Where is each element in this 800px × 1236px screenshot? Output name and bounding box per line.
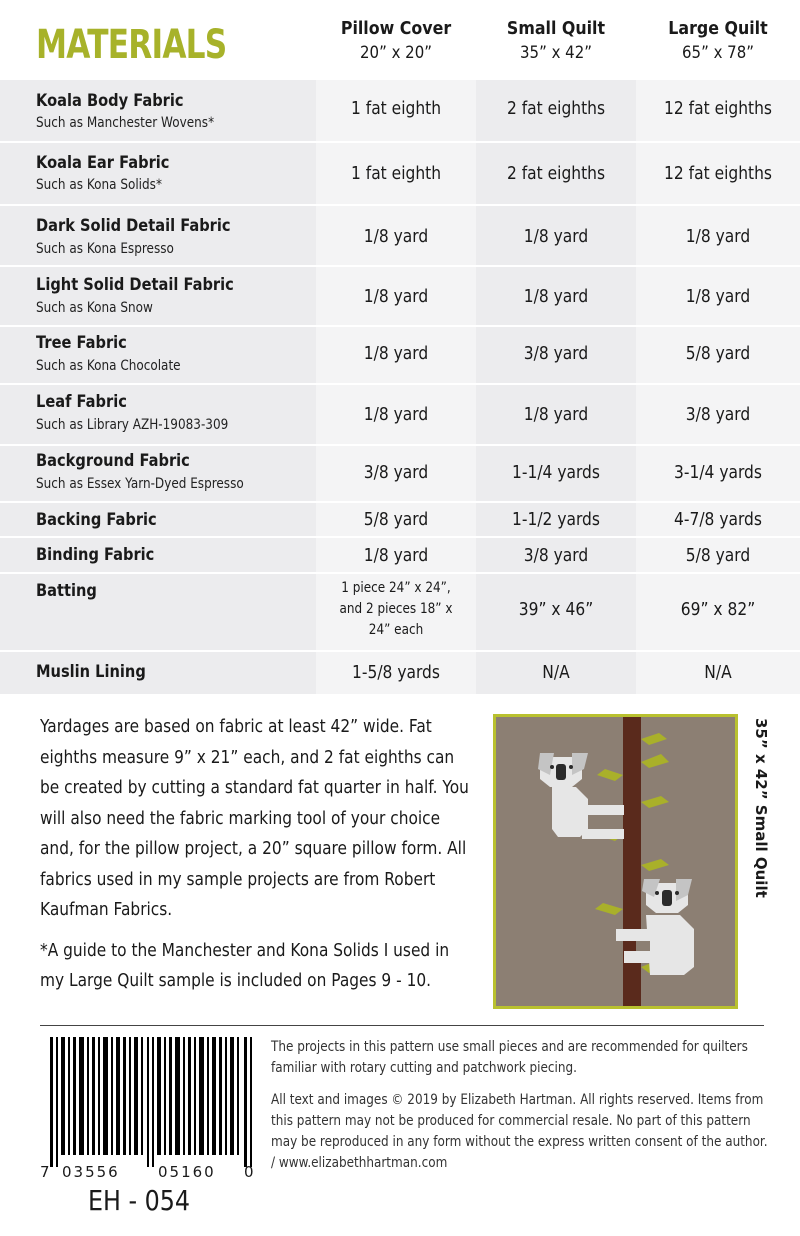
small-quilt-value: 2 fat eighths [506, 98, 606, 119]
barcode-digit-left: 7 [40, 1163, 50, 1181]
fabric-name: Muslin Lining [36, 662, 146, 682]
table-row [0, 503, 800, 538]
quilt-caption-text: 35” x 42” Small Quilt [752, 718, 770, 898]
small-quilt-value: 2 fat eighths [506, 163, 606, 184]
small-quilt-value: N/A [542, 662, 570, 683]
table-row [0, 206, 800, 267]
table-row [0, 538, 800, 574]
fabric-name: Light Solid Detail Fabric [36, 275, 234, 295]
table-row [0, 652, 800, 696]
small-quilt-value: 1/8 yard [523, 226, 589, 247]
column-name: Large Quilt [668, 18, 768, 39]
column-header-pillow [316, 18, 476, 63]
small-quilt-value: 1/8 yard [523, 286, 589, 307]
pillow-value: 1/8 yard [363, 404, 429, 425]
materials-table [0, 80, 800, 696]
fabric-name: Binding Fabric [36, 545, 155, 565]
fabric-suggestion: Such as Essex Yarn-Dyed Espresso [36, 476, 244, 492]
large-quilt-value: 5/8 yard [685, 343, 751, 364]
pillow-value: 1-5/8 yards [352, 662, 440, 683]
skill-note: The projects in this pattern use small pieces and are recommended for quilters familiar with rotary cutting and patchwork piecing. [271, 1039, 748, 1076]
barcode-bars [50, 1037, 255, 1167]
quilt-caption [742, 714, 772, 1009]
fabric-name: Background Fabric [36, 451, 190, 471]
column-name: Small Quilt [506, 18, 606, 39]
table-row [0, 80, 800, 143]
pillow-value: 3/8 yard [363, 462, 429, 483]
fabric-suggestion: Such as Kona Chocolate [36, 358, 181, 374]
yardage-paragraph: Yardages are based on fabric at least 42” wide. Fat eighths measure 9” x 21” each, and 2 fat eighths can be created by cutting a standard fat quarter in half. You will also need the fabric marking tool of your choice and, for the pillow project, a 20” square pillow form. All fabrics used in my sample projects are from Robert Kaufman Fabrics. [40, 717, 469, 920]
column-size: 20” x 20” [360, 43, 432, 63]
large-quilt-value: 12 fat eighths [664, 98, 772, 119]
pillow-value: 1/8 yard [363, 286, 429, 307]
large-quilt-value: 4-7/8 yards [674, 509, 762, 530]
fabric-name: Backing Fabric [36, 510, 157, 530]
pillow-value: 1/8 yard [363, 343, 429, 364]
fabric-suggestion: Such as Kona Espresso [36, 241, 174, 257]
fabric-suggestion: Such as Library AZH-19083-309 [36, 417, 229, 433]
large-quilt-value: 3-1/4 yards [674, 462, 762, 483]
footer-notes [271, 1037, 771, 1174]
large-quilt-value: 5/8 yard [685, 545, 751, 566]
large-quilt-value: 3/8 yard [685, 404, 751, 425]
large-quilt-value: N/A [704, 662, 732, 683]
large-quilt-value: 1/8 yard [685, 286, 751, 307]
fabric-suggestion: Such as Manchester Wovens* [36, 115, 215, 131]
materials-header [0, 0, 800, 80]
pillow-value: 1 piece 24” x 24”, and 2 pieces 18” x 24” each [339, 580, 453, 638]
table-row [0, 267, 800, 327]
small-quilt-value: 1-1/4 yards [512, 462, 600, 483]
pillow-value: 5/8 yard [363, 509, 429, 530]
fabric-name: Tree Fabric [36, 333, 127, 353]
pillow-value: 1 fat eighth [350, 98, 442, 119]
fabric-name: Koala Body Fabric [36, 91, 184, 111]
large-quilt-value: 12 fat eighths [664, 163, 772, 184]
large-quilt-value: 69” x 82” [680, 599, 756, 620]
column-header-large-quilt [636, 18, 800, 63]
barcode-group-2: 05160 [158, 1163, 216, 1181]
fabric-name: Leaf Fabric [36, 392, 127, 412]
column-size: 65” x 78” [682, 43, 754, 63]
guide-footnote: *A guide to the Manchester and Kona Solids I used in my Large Quilt sample is included on Pages 9 - 10. [40, 940, 450, 991]
page-title: MATERIALS [36, 22, 227, 68]
pillow-value: 1/8 yard [363, 226, 429, 247]
footer-divider [40, 1025, 764, 1026]
pillow-value: 1/8 yard [363, 545, 429, 566]
fabric-suggestion: Such as Kona Solids* [36, 177, 162, 193]
large-quilt-value: 1/8 yard [685, 226, 751, 247]
pattern-code: EH - 054 [88, 1184, 191, 1217]
column-size: 35” x 42” [520, 43, 592, 63]
column-name: Pillow Cover [340, 18, 452, 39]
column-header-small-quilt [476, 18, 636, 63]
fabric-suggestion: Such as Kona Snow [36, 300, 153, 316]
small-quilt-image [493, 714, 738, 1009]
barcode-digit-right: 0 [244, 1163, 254, 1181]
table-row [0, 143, 800, 206]
table-row [0, 574, 800, 652]
fabric-name: Koala Ear Fabric [36, 153, 170, 173]
yardage-notes [40, 712, 470, 997]
small-quilt-value: 3/8 yard [523, 545, 589, 566]
small-quilt-value: 39” x 46” [518, 599, 594, 620]
table-row [0, 446, 800, 503]
copyright-note: All text and images © 2019 by Elizabeth Hartman. All rights reserved. Items from this pattern may not be produced for commercial resale. No part of this pattern may be reproduced in any form without the express written consent of the author. / www.elizabethhartman.com [271, 1092, 768, 1171]
pillow-value: 1 fat eighth [350, 163, 442, 184]
small-quilt-value: 3/8 yard [523, 343, 589, 364]
small-quilt-value: 1-1/2 yards [512, 509, 600, 530]
fabric-name: Batting [36, 581, 97, 601]
table-row [0, 385, 800, 446]
small-quilt-value: 1/8 yard [523, 404, 589, 425]
koala-upper [538, 753, 624, 839]
barcode-group-1: 03556 [62, 1163, 120, 1181]
fabric-name: Dark Solid Detail Fabric [36, 216, 231, 236]
koala-quilt-illustration [496, 717, 735, 1006]
table-row [0, 327, 800, 385]
